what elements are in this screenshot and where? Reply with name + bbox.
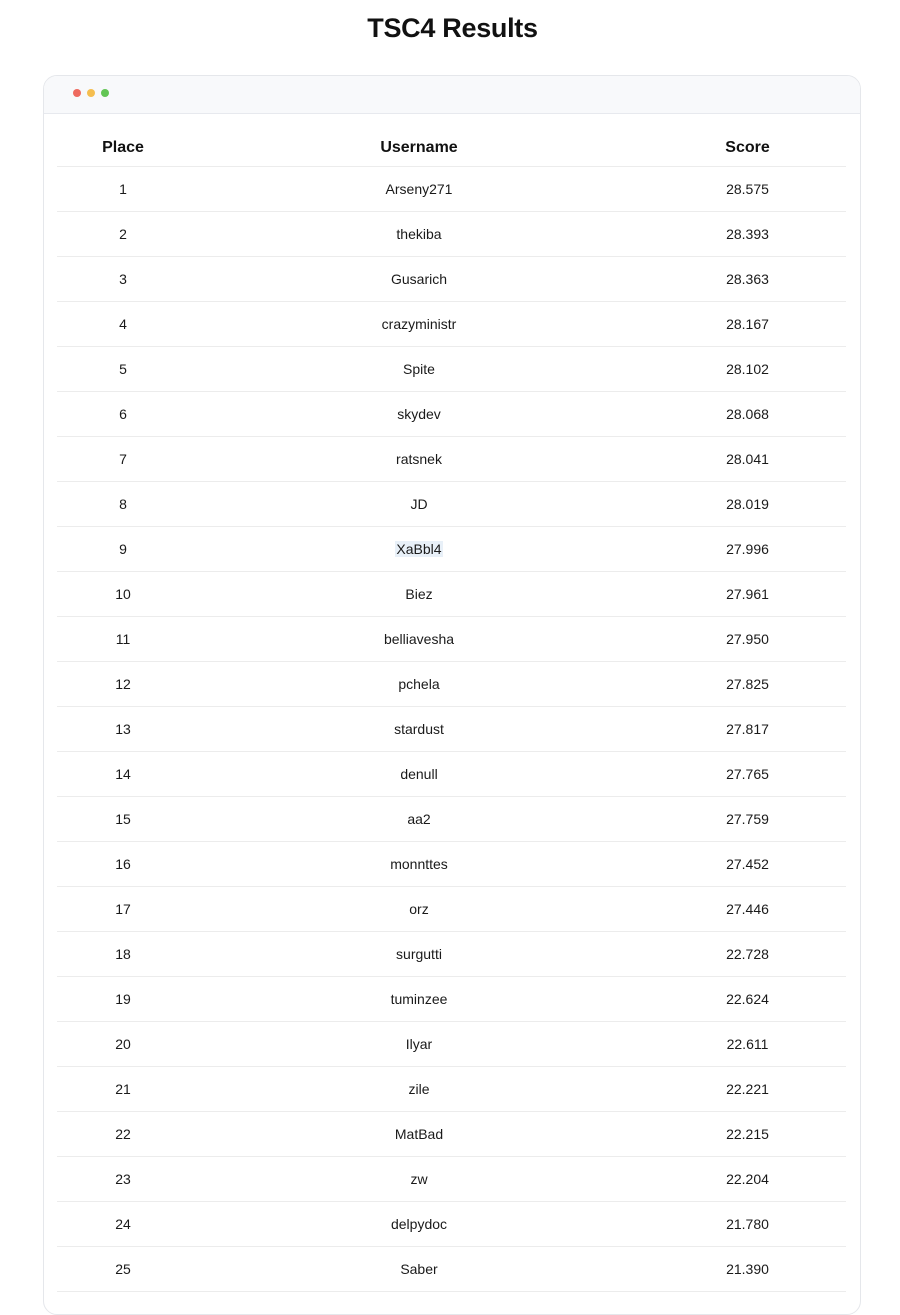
- place-cell: 19: [57, 977, 189, 1022]
- username-text: thekiba: [396, 226, 442, 242]
- maximize-dot-icon: [101, 89, 109, 97]
- table-row: [57, 302, 846, 347]
- username-cell: [189, 302, 649, 347]
- username-text: JD: [410, 496, 428, 512]
- username-text: zw: [410, 1171, 428, 1187]
- table-row: [57, 707, 846, 752]
- username-cell: [189, 932, 649, 977]
- table-row: [57, 1067, 846, 1112]
- table-row: [57, 617, 846, 662]
- score-cell: 21.390: [649, 1247, 846, 1292]
- table-row: [57, 887, 846, 932]
- score-cell: 22.611: [649, 1022, 846, 1067]
- place-column-header: Place: [57, 129, 189, 167]
- table-row: [57, 572, 846, 617]
- username-column-header: Username: [189, 129, 649, 167]
- username-cell: [189, 392, 649, 437]
- username-text: delpydoc: [390, 1216, 448, 1232]
- place-cell: 4: [57, 302, 189, 347]
- score-cell: 28.019: [649, 482, 846, 527]
- place-cell: 13: [57, 707, 189, 752]
- place-cell: 9: [57, 527, 189, 572]
- score-cell: 28.575: [649, 167, 846, 212]
- username-text: monnttes: [390, 856, 448, 872]
- place-cell: 5: [57, 347, 189, 392]
- score-cell: 27.765: [649, 752, 846, 797]
- username-cell: [189, 1022, 649, 1067]
- score-cell: 28.041: [649, 437, 846, 482]
- score-cell: 28.393: [649, 212, 846, 257]
- place-cell: 18: [57, 932, 189, 977]
- username-text: Gusarich: [390, 271, 448, 287]
- score-cell: 27.817: [649, 707, 846, 752]
- username-text: aa2: [407, 811, 431, 827]
- username-text: denull: [400, 766, 438, 782]
- username-cell: [189, 257, 649, 302]
- username-cell: [189, 212, 649, 257]
- place-cell: 24: [57, 1202, 189, 1247]
- place-cell: 20: [57, 1022, 189, 1067]
- score-cell: 22.728: [649, 932, 846, 977]
- username-cell: [189, 707, 649, 752]
- username-text: Biez: [405, 586, 433, 602]
- results-window: [43, 75, 861, 1315]
- username-text: stardust: [394, 721, 444, 737]
- table-row: [57, 1022, 846, 1067]
- minimize-dot-icon: [87, 89, 95, 97]
- username-cell: [189, 887, 649, 932]
- score-column-header: Score: [649, 129, 846, 167]
- table-row: [57, 752, 846, 797]
- table-row: [57, 212, 846, 257]
- score-cell: 28.068: [649, 392, 846, 437]
- username-text: crazyministr: [381, 316, 457, 332]
- username-text: ratsnek: [396, 451, 442, 467]
- place-cell: 10: [57, 572, 189, 617]
- username-cell: [189, 1157, 649, 1202]
- username-cell: [189, 1247, 649, 1292]
- score-cell: 27.996: [649, 527, 846, 572]
- place-cell: 21: [57, 1067, 189, 1112]
- place-cell: 14: [57, 752, 189, 797]
- username-cell: [189, 347, 649, 392]
- place-cell: 6: [57, 392, 189, 437]
- username-cell: [189, 437, 649, 482]
- score-cell: 27.950: [649, 617, 846, 662]
- username-cell: [189, 752, 649, 797]
- table-row: [57, 347, 846, 392]
- username-text: skydev: [397, 406, 441, 422]
- username-text: XaBbl4: [396, 541, 442, 557]
- score-cell: 27.961: [649, 572, 846, 617]
- username-text: pchela: [398, 676, 440, 692]
- table-row: [57, 977, 846, 1022]
- score-cell: 27.452: [649, 842, 846, 887]
- score-cell: 27.759: [649, 797, 846, 842]
- score-cell: 27.446: [649, 887, 846, 932]
- username-cell: [189, 527, 649, 572]
- username-text: tuminzee: [390, 991, 448, 1007]
- username-text: Saber: [400, 1261, 438, 1277]
- table-row: [57, 437, 846, 482]
- username-text: orz: [409, 901, 429, 917]
- place-cell: 12: [57, 662, 189, 707]
- username-cell: [189, 1067, 649, 1112]
- score-cell: 27.825: [649, 662, 846, 707]
- close-dot-icon: [73, 89, 81, 97]
- score-cell: 28.363: [649, 257, 846, 302]
- place-cell: 17: [57, 887, 189, 932]
- username-cell: [189, 167, 649, 212]
- place-cell: 3: [57, 257, 189, 302]
- place-cell: 2: [57, 212, 189, 257]
- username-text: belliavesha: [383, 631, 455, 647]
- score-cell: 28.167: [649, 302, 846, 347]
- place-cell: 7: [57, 437, 189, 482]
- results-body: [57, 167, 846, 1292]
- score-cell: 22.215: [649, 1112, 846, 1157]
- place-cell: 16: [57, 842, 189, 887]
- username-text: zile: [408, 1081, 430, 1097]
- place-cell: 8: [57, 482, 189, 527]
- score-cell: 22.221: [649, 1067, 846, 1112]
- score-cell: 21.780: [649, 1202, 846, 1247]
- username-cell: [189, 572, 649, 617]
- username-text: surgutti: [396, 946, 442, 962]
- place-cell: 1: [57, 167, 189, 212]
- username-cell: [189, 617, 649, 662]
- username-cell: [189, 797, 649, 842]
- score-cell: 28.102: [649, 347, 846, 392]
- score-cell: 22.204: [649, 1157, 846, 1202]
- username-text: MatBad: [394, 1126, 444, 1142]
- table-row: [57, 1157, 846, 1202]
- place-cell: 23: [57, 1157, 189, 1202]
- username-cell: [189, 842, 649, 887]
- score-cell: 22.624: [649, 977, 846, 1022]
- table-row: [57, 167, 846, 212]
- table-row: [57, 662, 846, 707]
- place-cell: 22: [57, 1112, 189, 1157]
- table-row: [57, 257, 846, 302]
- place-cell: 15: [57, 797, 189, 842]
- table-row: [57, 527, 846, 572]
- username-cell: [189, 662, 649, 707]
- username-cell: [189, 1112, 649, 1157]
- table-row: [57, 392, 846, 437]
- username-text: Arseny271: [385, 181, 453, 197]
- table-row: [57, 1202, 846, 1247]
- username-text: Spite: [403, 361, 435, 377]
- table-row: [57, 482, 846, 527]
- place-cell: 11: [57, 617, 189, 662]
- place-cell: 25: [57, 1247, 189, 1292]
- username-cell: [189, 482, 649, 527]
- table-row: [57, 1247, 846, 1292]
- page-title: TSC4 Results: [367, 13, 538, 43]
- table-header-row: [57, 129, 846, 167]
- username-text: Ilyar: [405, 1036, 433, 1052]
- table-row: [57, 797, 846, 842]
- table-row: [57, 1112, 846, 1157]
- table-row: [57, 932, 846, 977]
- window-titlebar: [44, 76, 860, 114]
- username-cell: [189, 977, 649, 1022]
- username-cell: [189, 1202, 649, 1247]
- results-table: [57, 129, 846, 1292]
- table-row: [57, 842, 846, 887]
